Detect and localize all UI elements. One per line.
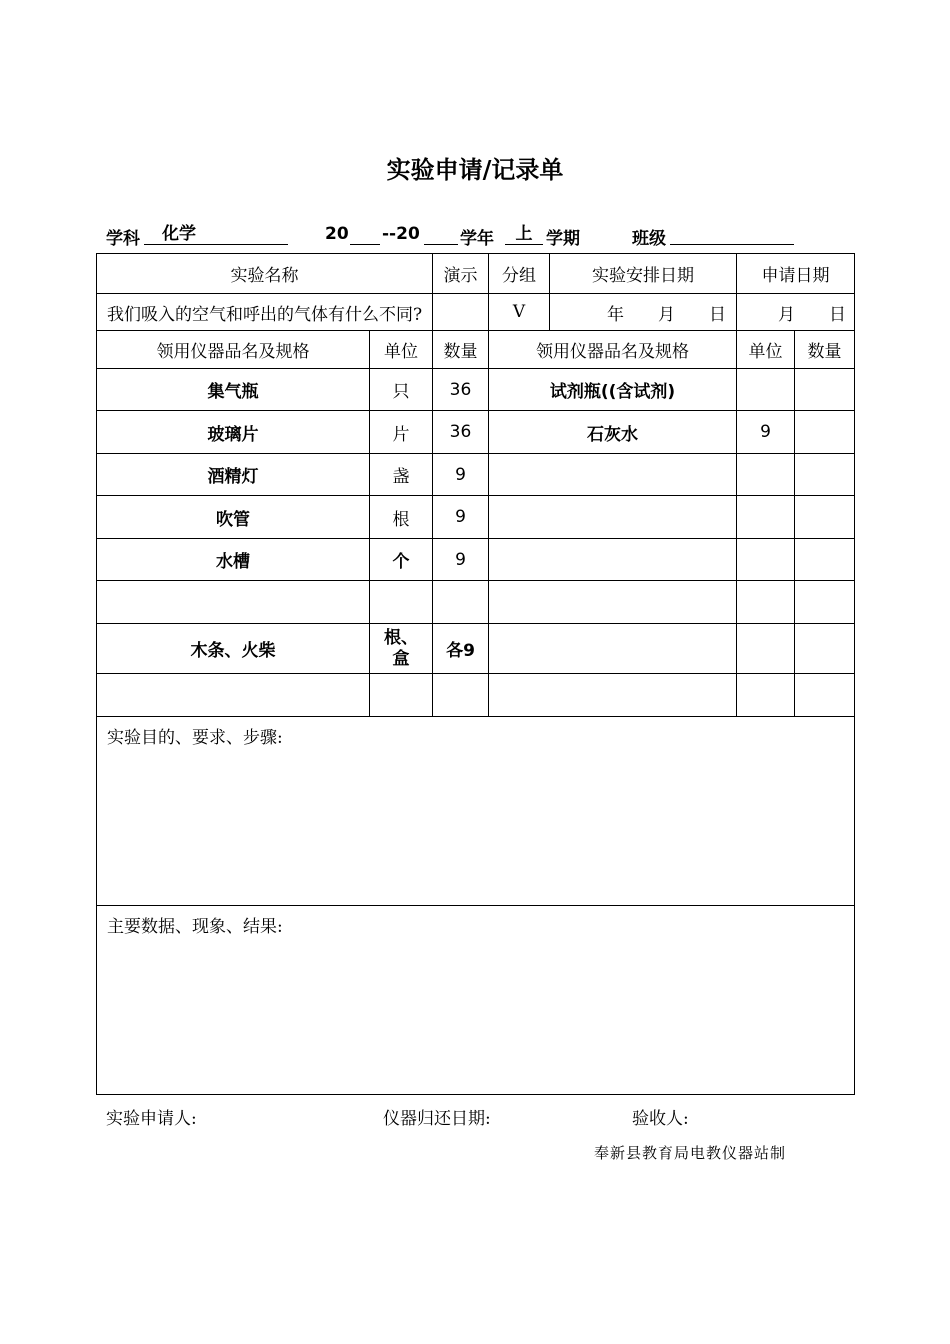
class-field[interactable] <box>670 224 794 245</box>
year-label: 学年 <box>460 229 494 249</box>
term-value: 上 <box>515 224 533 244</box>
results-label: 主要数据、现象、结果: <box>107 917 283 937</box>
year-end-field[interactable] <box>424 224 458 245</box>
results-section[interactable] <box>97 906 855 1095</box>
item-name-2[interactable] <box>489 454 737 496</box>
item-name-2[interactable] <box>489 674 737 717</box>
item-name[interactable]: 吹管 <box>97 496 370 539</box>
table-row <box>97 454 855 496</box>
return-date-label: 仪器归还日期: <box>383 1109 491 1129</box>
item-quantity-2[interactable] <box>795 369 855 411</box>
item-quantity[interactable]: 36 <box>433 369 489 411</box>
item-quantity-2[interactable] <box>795 411 855 454</box>
table-row <box>97 674 855 717</box>
item-name[interactable] <box>97 674 370 717</box>
demo-cell[interactable] <box>433 294 489 331</box>
item-name[interactable]: 木条、火柴 <box>97 624 370 674</box>
item-unit-2[interactable]: 9 <box>737 411 795 454</box>
header-quantity-2: 数量 <box>795 331 855 369</box>
term-label: 学期 <box>546 229 580 249</box>
item-quantity-2[interactable] <box>795 496 855 539</box>
purpose-section[interactable] <box>97 717 855 906</box>
item-quantity[interactable]: 9 <box>433 539 489 581</box>
item-quantity-2[interactable] <box>795 581 855 624</box>
header-item-name: 领用仪器品名及规格 <box>97 331 370 369</box>
item-name[interactable]: 酒精灯 <box>97 454 370 496</box>
item-unit-2[interactable] <box>737 369 795 411</box>
header-demo: 演示 <box>433 254 489 294</box>
item-unit-2[interactable] <box>737 539 795 581</box>
item-unit[interactable]: 个 <box>370 539 433 581</box>
table-row <box>97 369 855 411</box>
item-name-2[interactable] <box>489 496 737 539</box>
item-name[interactable]: 集气瓶 <box>97 369 370 411</box>
table-row <box>97 624 855 674</box>
group-cell[interactable]: V <box>489 294 550 331</box>
table-row <box>97 539 855 581</box>
item-quantity[interactable] <box>433 674 489 717</box>
item-name[interactable]: 水槽 <box>97 539 370 581</box>
subject-label: 学科 <box>106 229 140 249</box>
table-row <box>97 581 855 624</box>
header-quantity: 数量 <box>433 331 489 369</box>
header-apply-date: 申请日期 <box>737 254 855 294</box>
item-name-2[interactable] <box>489 539 737 581</box>
item-unit-2[interactable] <box>737 624 795 674</box>
subject-field[interactable] <box>144 224 288 245</box>
item-unit-2[interactable] <box>737 496 795 539</box>
item-unit[interactable] <box>370 674 433 717</box>
item-quantity[interactable]: 36 <box>433 411 489 454</box>
item-name[interactable]: 玻璃片 <box>97 411 370 454</box>
header-unit-2: 单位 <box>737 331 795 369</box>
item-unit-2[interactable] <box>737 454 795 496</box>
item-name-2[interactable] <box>489 581 737 624</box>
item-quantity-2[interactable] <box>795 674 855 717</box>
term-field[interactable] <box>505 224 543 245</box>
receiver-label: 验收人: <box>632 1109 689 1129</box>
item-unit[interactable]: 只 <box>370 369 433 411</box>
experiment-name-cell[interactable]: 我们吸入的空气和呼出的气体有什么不同? <box>97 294 433 331</box>
header-unit: 单位 <box>370 331 433 369</box>
year-start-field[interactable] <box>350 224 380 245</box>
header-experiment-name: 实验名称 <box>97 254 433 294</box>
schedule-date-cell[interactable]: 年 月 日 <box>550 294 737 331</box>
item-unit[interactable]: 根 <box>370 496 433 539</box>
item-quantity-2[interactable] <box>795 454 855 496</box>
item-quantity[interactable] <box>433 581 489 624</box>
item-name-2[interactable]: 试剂瓶((含试剂) <box>489 369 737 411</box>
item-quantity[interactable]: 9 <box>433 496 489 539</box>
header-group: 分组 <box>489 254 550 294</box>
header-item-name-2: 领用仪器品名及规格 <box>489 331 737 369</box>
page-title: 实验申请/记录单 <box>386 155 564 184</box>
item-quantity[interactable]: 9 <box>433 454 489 496</box>
apply-date-cell[interactable]: 月 日 <box>737 294 855 331</box>
item-quantity-2[interactable] <box>795 539 855 581</box>
item-unit-2[interactable] <box>737 581 795 624</box>
item-quantity[interactable]: 各9 <box>433 624 489 674</box>
item-name[interactable] <box>97 581 370 624</box>
year-mid: --20 <box>382 224 420 244</box>
header-schedule-date: 实验安排日期 <box>550 254 737 294</box>
item-unit[interactable] <box>370 581 433 624</box>
class-label: 班级 <box>632 229 666 249</box>
year-prefix: 20 <box>325 224 349 244</box>
form-info-line <box>106 224 866 250</box>
item-quantity-2[interactable] <box>795 624 855 674</box>
item-unit-2[interactable] <box>737 674 795 717</box>
subject-value: 化学 <box>162 224 196 244</box>
table-row <box>97 411 855 454</box>
purpose-label: 实验目的、要求、步骤: <box>107 728 283 748</box>
experiment-form-table <box>96 253 855 1095</box>
issuer-note: 奉新县教育局电教仪器站制 <box>594 1144 787 1162</box>
applicant-label: 实验申请人: <box>106 1109 197 1129</box>
item-name-2[interactable] <box>489 624 737 674</box>
item-unit[interactable]: 片 <box>370 411 433 454</box>
table-row <box>97 496 855 539</box>
item-unit[interactable]: 盏 <box>370 454 433 496</box>
item-name-2[interactable]: 石灰水 <box>489 411 737 454</box>
item-unit[interactable]: 根、盒 <box>370 624 433 674</box>
